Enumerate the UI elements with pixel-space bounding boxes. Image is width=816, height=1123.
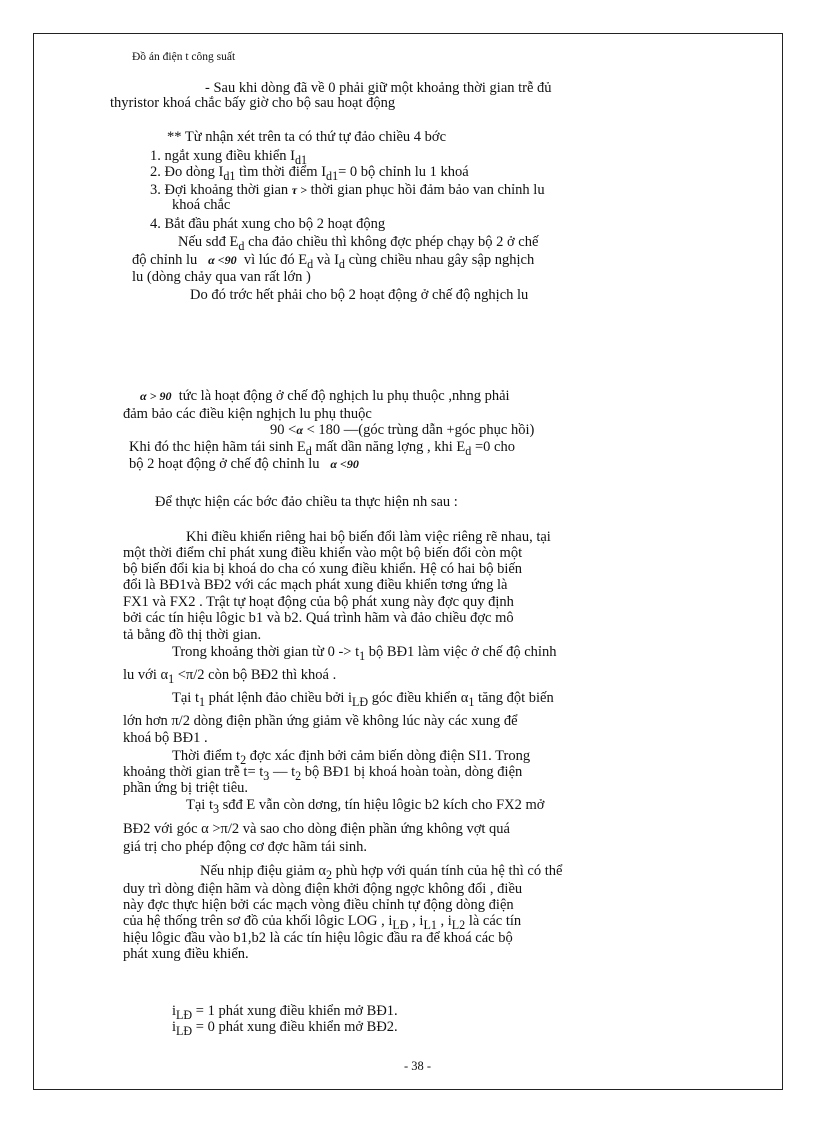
text-line: Do đó trớc hết phải cho bộ 2 hoạt động ở chế độ nghịch lu: [190, 287, 529, 303]
list-item: 1. ngắt xung điều khiển $I_{d1}$: [150, 148, 308, 167]
text-line: 90 <α < 180 —(góc trùng dẫn +góc phục hồi): [270, 422, 535, 438]
text-line: $i_{LĐ} = 1$ phát xung điều khiển mở BĐ1.: [172, 1003, 398, 1022]
text-line: lu (dòng chảy qua van rất lớn ): [132, 269, 311, 285]
text-line: khoá bộ BĐ1 .: [123, 730, 208, 746]
text-line: phát xung điều khiển.: [123, 946, 249, 962]
tau-symbol: τ >: [291, 183, 307, 197]
list-item: 3. Đợi khoảng thời gian τ > thời gian phục hồi đảm bảo van chỉnh lu: [150, 182, 545, 198]
text-line: Để thực hiện các bớc đảo chiều ta thực hiện nh sau :: [155, 494, 458, 510]
text-line: này đợc thực hiện bởi các mạch vòng điều chỉnh tự động dòng điện: [123, 897, 514, 913]
page-number: - 38 -: [404, 1059, 432, 1073]
text-line: hiệu lôgic đầu vào b1,b2 là các tín hiệu lôgic đầu ra để khoá các bộ: [123, 930, 513, 946]
text-line: Nếu sdđ $E_d$ cha đảo chiều thì không đợc phép chạy bộ 2 ở chế: [178, 234, 539, 253]
alpha-symbol: α > 90: [140, 389, 172, 403]
text-line: đảm bảo các điều kiện nghịch lu phụ thuộc: [123, 406, 372, 422]
text-line: thyristor khoá chắc bấy giờ cho bộ sau hoạt động: [110, 95, 396, 111]
text-line: của hệ thống trên sơ đồ của khối lôgic LOG , $i_{LĐ}$ , $i_{L1}$ , $i_{L2}$ là các tín: [123, 913, 522, 932]
text-line: bộ 2 hoạt động ở chế độ chỉnh lu α <90: [129, 456, 359, 472]
text-line: Nếu nhịp điệu giảm $\alpha_2$ phù hợp với quán tính của hệ thì có thể: [200, 863, 563, 882]
text-line: duy trì dòng điện hãm và dòng điện khởi động ngợc không đổi , điều: [123, 881, 523, 897]
text-line: Khi điều khiển riêng hai bộ biến đổi làm việc riêng rẽ nhau, tại: [186, 529, 551, 545]
alpha-symbol: α <90: [208, 253, 237, 267]
text-line: - Sau khi dòng đã về 0 phải giữ một khoảng thời gian trễ đủ: [205, 80, 552, 96]
text-line: $i_{LĐ} = 0$ phát xung điều khiển mở BĐ2.: [172, 1019, 398, 1038]
text-line: α > 90 tức là hoạt động ở chế độ nghịch lu phụ thuộc ,nhng phải: [140, 388, 510, 404]
text-line: lớn hơn π/2 dòng điện phần ứng giảm về không lúc này các xung để: [123, 713, 518, 729]
text-line: một thời điểm chỉ phát xung điều khiển vào một bộ biến đổi còn một: [123, 545, 523, 561]
text-line: đổi là BĐ1và BĐ2 với các mạch phát xung điều khiển tơng ứng là: [123, 577, 508, 593]
text-line: tả bằng đồ thị thời gian.: [123, 627, 262, 643]
text-line: BĐ2 với góc α >π/2 và sao cho dòng điện phần ứng không vợt quá: [123, 821, 510, 837]
text-line: độ chỉnh lu α <90 vì lúc đó $E_d$ và $I_d$ cùng chiều nhau gây sập nghịch: [132, 252, 535, 271]
text-line: phần ứng bị triệt tiêu.: [123, 780, 249, 796]
page-header: Đồ án điện t công suất: [132, 51, 236, 63]
alpha-symbol: α <90: [330, 457, 359, 471]
text-line: lu với $\alpha_1 <\pi/2$ còn bộ BĐ2 thì khoá .: [123, 667, 337, 686]
text-line: Thời điểm $t_2$ đợc xác định bởi cảm biến dòng điện SI1. Trong: [172, 748, 531, 767]
list-item: 4. Bắt đầu phát xung cho bộ 2 hoạt động: [150, 216, 386, 232]
text-line: khoá chắc: [172, 197, 231, 213]
alpha-symbol: α: [296, 423, 303, 437]
text-line: FX1 và FX2 . Trật tự hoạt động của bộ phát xung này đợc quy định: [123, 594, 514, 610]
text-line: bộ biến đổi kia bị khoá do cha có xung điều khiển. Hệ có hai bộ biến: [123, 561, 523, 577]
text-line: bởi các tín hiệu lôgic b1 và b2. Quá trình hãm và đảo chiều đợc mô: [123, 610, 514, 626]
text-line: giá trị cho phép động cơ đợc hãm tái sinh.: [123, 839, 368, 855]
text-line: Tại $t_1$ phát lệnh đảo chiều bởi $i_{LĐ}$ góc điều khiển $\alpha_1$ tăng đột biến: [172, 690, 554, 709]
text-line: khoảng thời gian trễ $t= t_3$ — $t_2$ bộ BĐ1 bị khoá hoàn toàn, dòng điện: [123, 764, 523, 783]
text-line: Tại $t_3$ sđđ E vẫn còn dơng, tín hiệu lôgic b2 kích cho FX2 mở: [186, 797, 545, 816]
list-item: 2. Đo dòng $I_{d1}$ tìm thời điểm $I_{d1}= 0$ bộ chỉnh lu 1 khoá: [150, 164, 469, 183]
text-line: Trong khoảng thời gian từ $0 -> t_1$ bộ BĐ1 làm việc ở chế độ chỉnh: [172, 644, 557, 663]
text-line: ** Từ nhận xét trên ta có thứ tự đảo chiều 4 bớc: [167, 129, 447, 145]
text-line: Khi đó thc hiện hãm tái $\sinh E_d$ mất dần năng lợng , khi $E_d =0$ cho: [129, 439, 515, 458]
